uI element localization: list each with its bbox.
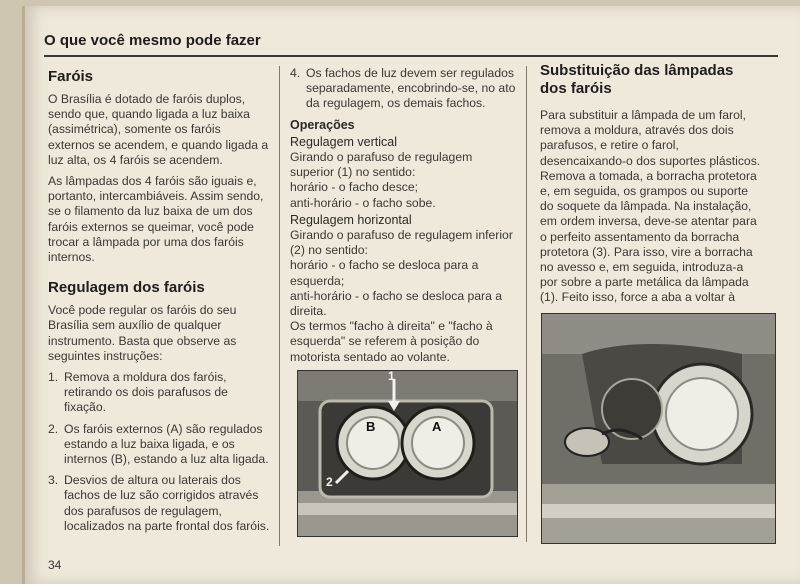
list-item-number: 1.	[48, 370, 59, 385]
page-number: 34	[48, 558, 62, 572]
list-item-text: Os fachos de luz devem ser regulados separadamente, encobrindo-se, no ato da regulagem, os demais fachos.	[306, 66, 516, 111]
list-item-number: 2.	[48, 421, 59, 436]
vertical-heading: Regulagem vertical	[290, 134, 397, 149]
paragraph-substituicao: Para substituir a lâmpada de um farol, remova a moldura, através dos dois parafusos, e retire o farol, desencaixando-o dos suportes plásticos. Remova a tomada, a borracha protetora e, em seguida, os grampos ou suporte do soquete da lâmpada. Na instalação, em ordem inversa, deve-se atentar para o perfeito assentamento da borracha protetora (3). Para isso, vire a borracha no avesso e, em seguida, introduza-a por sobre a parte metálica da lâmpada (1). Feito isso, force a aba a voltar à	[540, 108, 761, 305]
page-header-title: O que você mesmo pode fazer	[44, 32, 261, 49]
column-divider	[279, 66, 280, 546]
headlights-photo	[297, 370, 518, 537]
list-item-number: 4.	[290, 66, 301, 80]
horizontal-counterclockwise: anti-horário - o facho se desloca para a direita.	[290, 288, 503, 319]
headlight-removal-illustration	[542, 314, 775, 543]
column-divider	[526, 66, 527, 542]
section-heading-substituicao: Substituição das lâmpadas dos faróis	[540, 62, 734, 97]
list-item-text: Os faróis externos (A) são regulados estando a luz baixa ligada, e os internos (B), estando a luz alta ligada.	[64, 421, 269, 467]
label-a: A	[432, 419, 442, 434]
orientation-note: Os termos "facho à direita" e "facho à esquerda" se referem à posição do motorista sentado ao volante.	[290, 319, 493, 364]
column-right	[540, 62, 764, 312]
horizontal-clockwise: horário - o facho se desloca para a esquerda;	[290, 258, 479, 288]
section-heading-farois: Faróis	[48, 68, 94, 85]
vertical-counterclockwise: anti-horário - o facho sobe.	[290, 195, 436, 210]
vertical-clockwise: horário - o facho desce;	[290, 180, 419, 195]
column-middle	[290, 66, 516, 365]
section-heading-regulagem: Regulagem dos faróis	[48, 279, 205, 297]
column-left	[48, 68, 270, 540]
list-item-text: Desvios de altura ou laterais dos fachos de luz são corrigidos através dos parafusos de regulagem, localizados na parte frontal dos faróis.	[64, 473, 270, 533]
list-item	[48, 473, 270, 534]
headlights-illustration	[298, 371, 517, 536]
list-item-text: Remova a moldura dos faróis, retirando os dois parafusos de fixação.	[64, 370, 228, 415]
list-item-number: 3.	[48, 473, 59, 488]
paragraph-regulagem-intro: Você pode regular os faróis do seu Brasília sem auxílio de qualquer instrumento. Basta que observe as seguintes instruções:	[48, 303, 237, 363]
header-divider	[44, 55, 778, 57]
vertical-text: Girando o parafuso de regulagem superior (1) no sentido:	[290, 150, 473, 180]
operations-heading: Operações	[290, 117, 355, 132]
paragraph-lampadas: As lâmpadas dos 4 faróis são iguais e, portanto, intercambiáveis. Assim sendo, se o filamento da luz baixa de um dos faróis externos se queimar, você pode trocar a lâmpada por uma dos faróis internos.	[48, 174, 264, 265]
headlight-removal-photo	[541, 313, 776, 544]
list-item	[48, 370, 270, 416]
paragraph-farois-intro: O Brasília é dotado de faróis duplos, sendo que, quando ligada a luz baixa (assimétrica), somente os faróis externos se acendem, e quando ligada a luz alta, os 4 faróis se acendem.	[48, 92, 269, 167]
label-b: B	[366, 419, 376, 434]
horizontal-text: Girando o parafuso de regulagem inferior (2) no sentido:	[290, 228, 513, 258]
instructions-list	[48, 370, 270, 534]
horizontal-heading: Regulagem horizontal	[290, 212, 412, 227]
instructions-list-cont	[290, 66, 516, 112]
label-1: 1	[388, 370, 395, 383]
list-item	[48, 422, 270, 468]
list-item	[290, 66, 516, 112]
label-2: 2	[326, 475, 333, 489]
